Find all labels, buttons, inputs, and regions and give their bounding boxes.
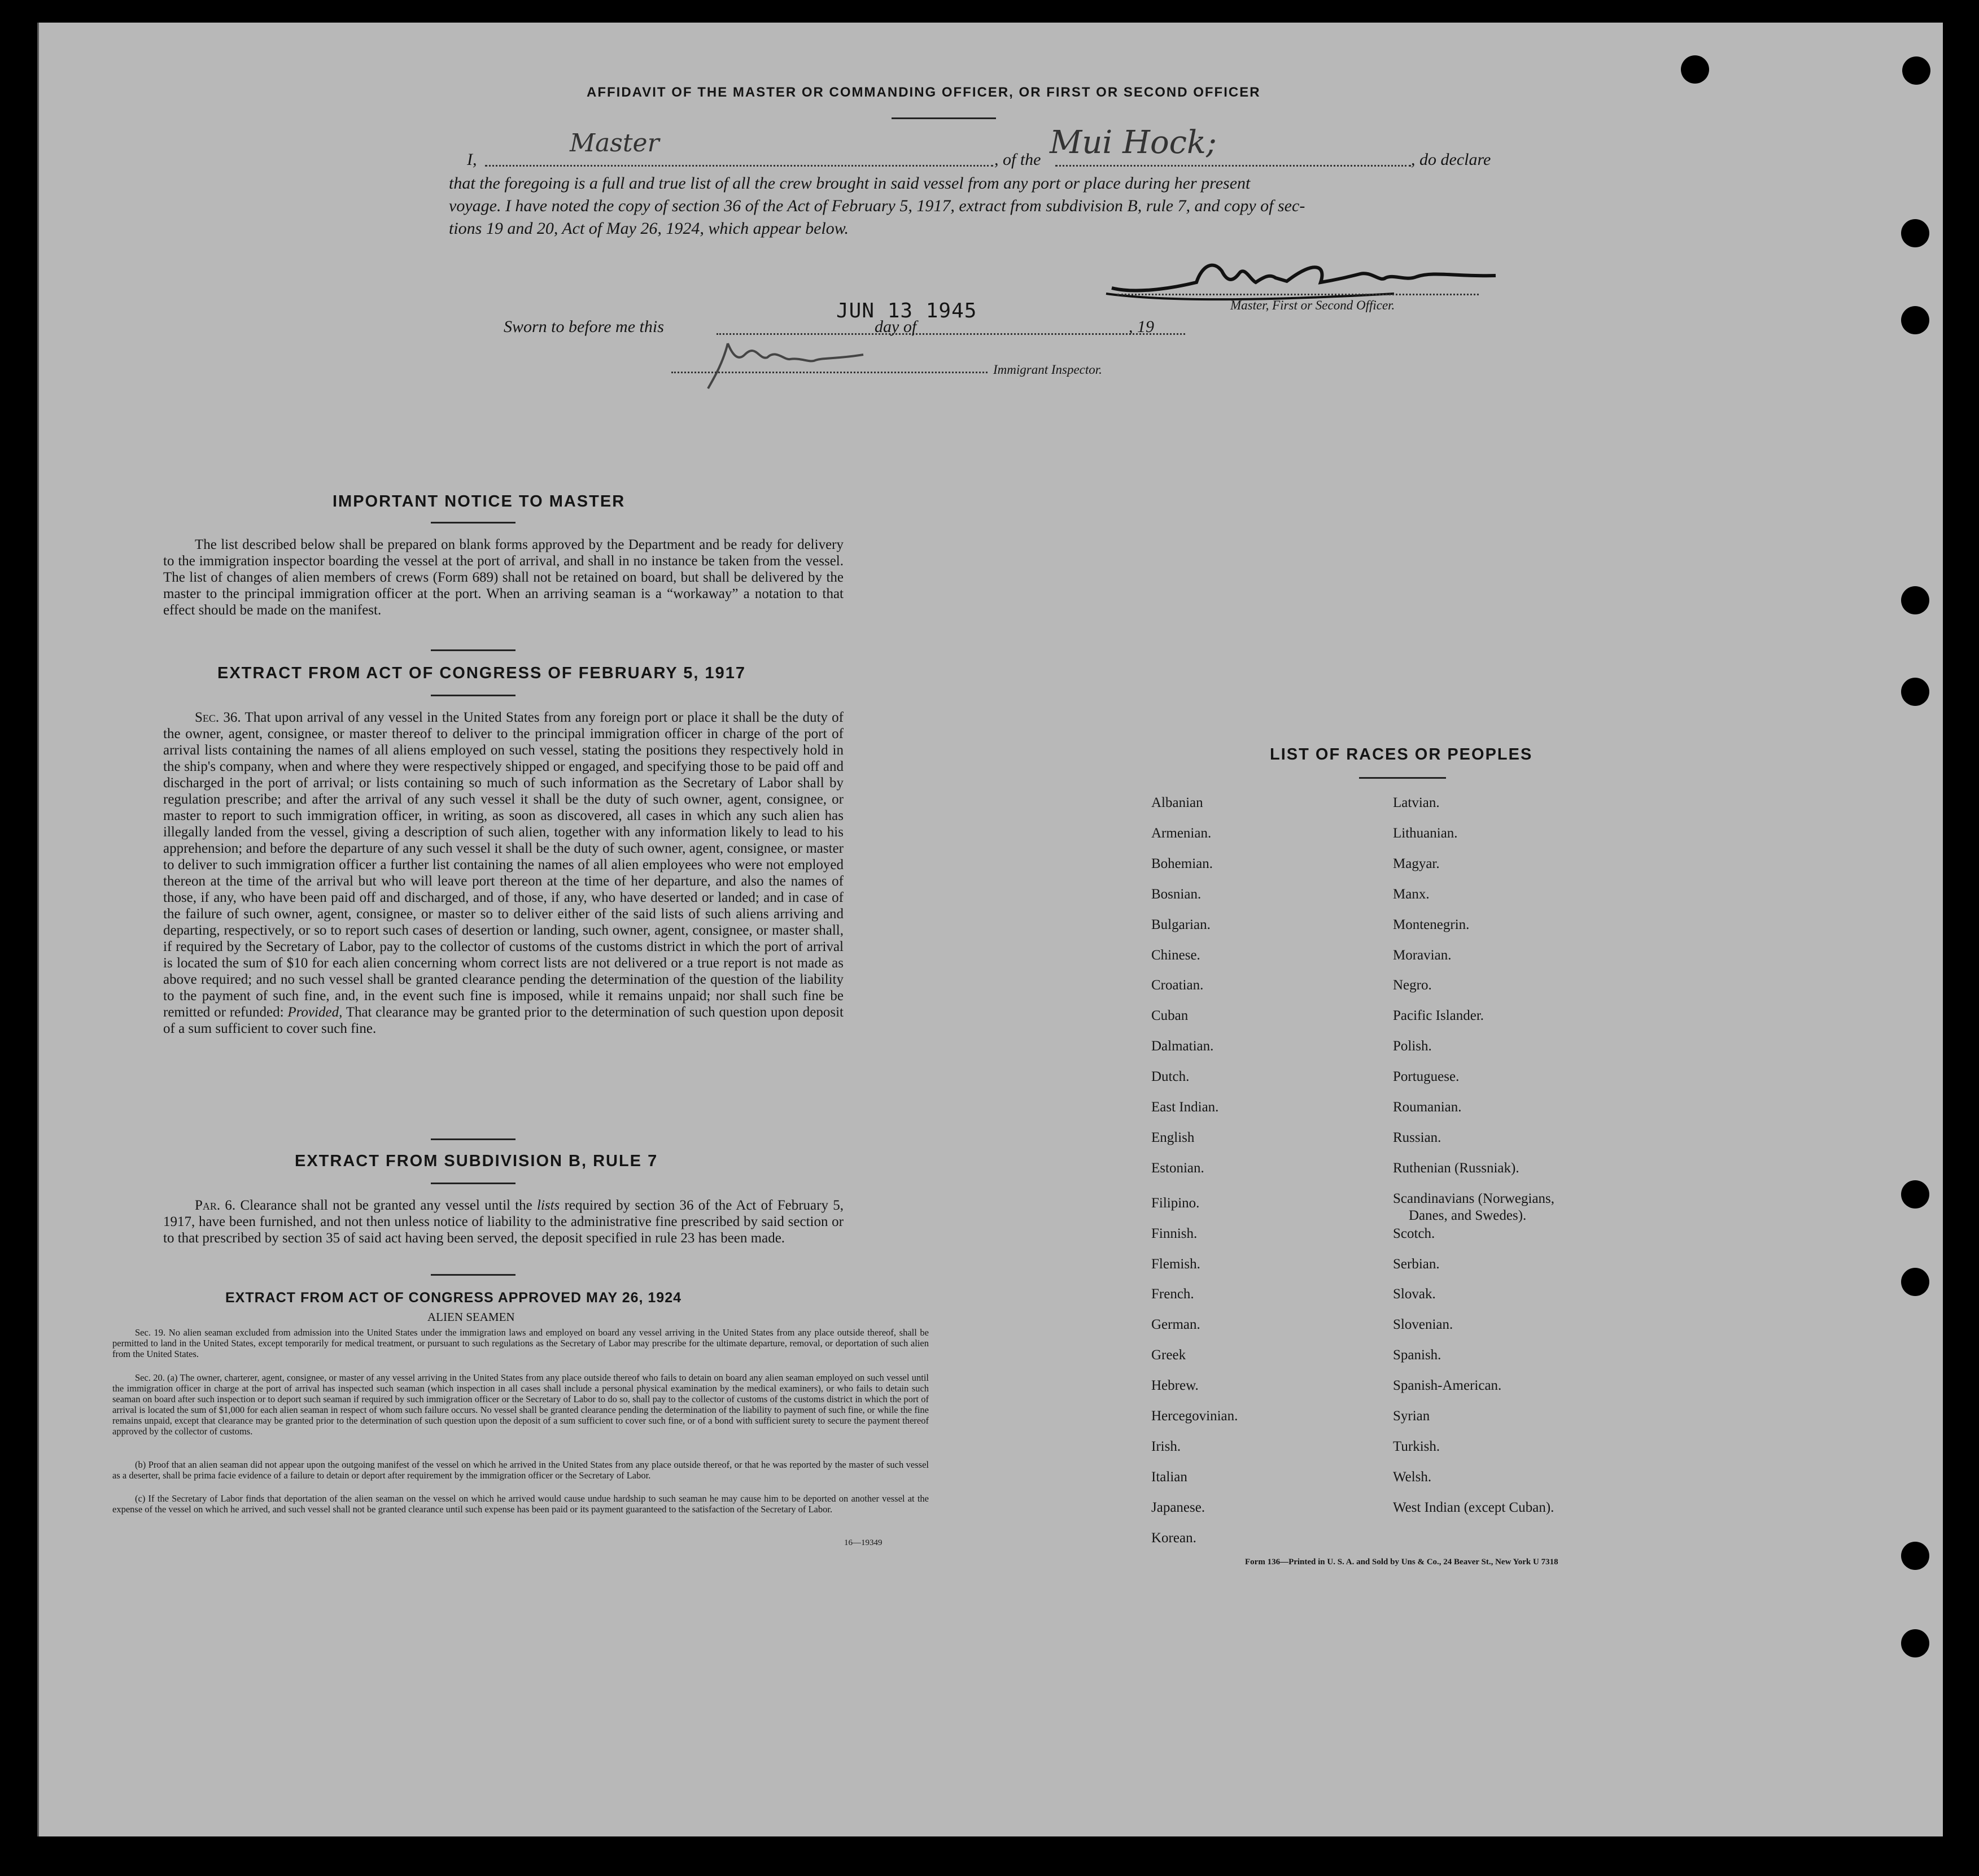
rule7-divider xyxy=(431,1274,515,1276)
rule7-rule xyxy=(431,1183,515,1184)
race-item: West Indian (except Cuban). xyxy=(1393,1499,1554,1515)
par-6-label: Par. 6. xyxy=(195,1198,236,1213)
race-item: Dutch. xyxy=(1151,1069,1190,1085)
notice-divider xyxy=(431,649,515,651)
race-item: Filipino. xyxy=(1151,1195,1200,1211)
notice-title: IMPORTANT NOTICE TO MASTER xyxy=(333,492,626,511)
race-item: Spanish. xyxy=(1393,1347,1441,1363)
race-item: Pacific Islander. xyxy=(1393,1008,1484,1024)
sec-20a-text: Sec. 20. (a) The owner, charterer, agent, consignee, or master of any vessel arriving in the United States from any place outside thereof who fails to detain on board any alien seaman employed on such vessel until the immigration officer in charge at the port of arrival has inspected such seaman (which inspection in all cases shall include a personal physical examination by the medical examiners), or who fails to detain such seaman on board after such inspection or to deport such seaman if required by such immigration officer or the Secretary of Labor to do so, shall pay to the collector of customs of the customs district in which the port of arrival is located the sum of $1,000 for each alien seaman in respect of whom such failure occurs. No vessel shall be granted clearance pending the determination of the liability to payment of such fine, or while the fine remains unpaid, except that clearance may be granted prior to the determination of such question upon the deposit of a sum sufficient to cover such fine, or of a bond with sufficient surety to secure the payment thereof approved by the collector of customs. xyxy=(112,1372,929,1437)
punch-hole xyxy=(1901,1180,1929,1209)
sworn-label: Sworn to before me this xyxy=(504,317,664,336)
punch-hole xyxy=(1902,56,1930,85)
race-item: Roumanian. xyxy=(1393,1100,1462,1115)
race-item: Bohemian. xyxy=(1151,856,1213,871)
race-item: Armenian. xyxy=(1151,825,1212,841)
inspector-line xyxy=(671,349,988,373)
punch-hole xyxy=(1681,55,1709,84)
race-item: Lithuanian. xyxy=(1393,825,1458,841)
race-item: Slovenian. xyxy=(1393,1317,1453,1333)
form-code: 16—19349 xyxy=(844,1538,883,1547)
signature-line xyxy=(1117,271,1479,295)
form-sheet xyxy=(37,23,1943,1836)
race-item: Syrian xyxy=(1393,1408,1430,1424)
notice-body: The list described below shall be prepared on blank forms approved by the Department and be ready for delivery to the immigration inspector boarding the vessel at the port of arrival, and shall in no instance be taken from the vessel. The list of changes of alien members of crews (Form 689) shall not be retained on board, but shall be delivered by the master to the principal immigration officer at the port. When an arriving seaman is a “workaway” a notation to that effect should be made on the manifest. xyxy=(163,537,844,618)
extract-1917-divider xyxy=(431,1138,515,1140)
race-item: Dalmatian. xyxy=(1151,1039,1214,1054)
race-item: Danes, and Swedes). xyxy=(1409,1207,1527,1223)
date-stamp: JUN 13 1945 xyxy=(836,299,977,322)
extract-1917-title: EXTRACT FROM ACT OF CONGRESS OF FEBRUARY 5, 1917 xyxy=(217,664,746,682)
race-item: East Indian. xyxy=(1151,1100,1219,1115)
inspector-caption: Immigrant Inspector. xyxy=(993,363,1102,377)
race-item: Negro. xyxy=(1393,978,1432,993)
race-item: Chinese. xyxy=(1151,947,1200,963)
race-item: Croatian. xyxy=(1151,978,1204,993)
rule7-title: EXTRACT FROM SUBDIVISION B, RULE 7 xyxy=(295,1152,658,1170)
sec-19-text: Sec. 19. No alien seaman excluded from admission into the United States under the immigration laws and employed on board any vessel arriving in the United States from any place outside thereof, shall be permitted to land in the United States, except temporarily for medical treatment, or pursuant to such regulations as the Secretary of Labor may prescribe for the ultimate departure, removal, or deportation of such alien from the United States. xyxy=(112,1327,929,1359)
i-line xyxy=(485,142,993,167)
rank-handwritten: Master xyxy=(570,129,659,158)
sec-36-text: That upon arrival of any vessel in the United States from any foreign port or place it shall be the duty of the owner, agent, consignee, or master thereof to deliver to the principal immigration officer in charge of the port of arrival lists containing the names of all aliens employed on such vessel, stating the positions they respectively hold in the ship's company, when and where they were respectively shipped or engaged, and specifying those to be paid off and discharged in the port of arrival; or lists containing so much of such information as the Secretary of Labor shall by regulation prescribe; and after the arrival of any such vessel it shall be the duty of such owner, agent, consignee, or master to report to such immigration officer, in writing, as soon as discovered, all cases in which any such alien has illegally landed from the vessel, giving a description of such alien, together with any information likely to lead to his apprehension; and before the departure of any such vessel it shall be the duty of such owner, agent, consignee, or master to deliver to such immigration officer a further list containing the names of all alien employees who were not employed thereon at the time of the arrival but who will leave port thereon at the time of her departure, and also the names of those, if any, who have been paid off and discharged, and of those, if any, who have deserted or landed; and in case of the failure of such owner, agent, consignee, or master so to deliver either of the said lists of such aliens arriving and departing, respectively, or so to report such cases of desertion or landing, such owner, agent, consignee, or master shall, if required by the Secretary of Labor, pay to the collector of customs of the customs district in which the port of arrival is located the sum of $10 for each alien concerning whom correct lists are not delivered or a true report is not made as above required; and no such vessel shall be granted clearance pending the determination of the question of the liability to the payment of such fine, and, in the event such fine is imposed, while it remains unpaid; nor shall such fine be remitted or refunded: xyxy=(163,710,844,1020)
title-rule xyxy=(892,117,996,119)
rule7-body xyxy=(163,1197,844,1246)
race-item: Montenegrin. xyxy=(1393,917,1470,932)
sec-20c-text: (c) If the Secretary of Labor finds that deportation of the alien seaman on the vessel on which he arrived would cause undue hardship to such seaman he may cause him to be deported on another vessel at the expense of the vessel on which he arrived, and such vessel shall not be granted clearance until such expense has been paid or its payment guaranteed to the satisfaction of the Secretary of Labor. xyxy=(112,1493,929,1515)
provided-label: Provided, xyxy=(287,1005,343,1020)
affidavit-line-2: that the foregoing is a full and true list of all the crew brought in said vessel from any port or place during her present xyxy=(449,174,1251,193)
race-item: Greek xyxy=(1151,1347,1186,1363)
race-item: Bulgarian. xyxy=(1151,917,1211,932)
extract-1917-rule xyxy=(431,695,515,696)
race-item: English xyxy=(1151,1129,1195,1145)
punch-hole xyxy=(1901,1629,1929,1657)
signature-caption: Master, First or Second Officer. xyxy=(1230,298,1395,312)
race-item: Spanish-American. xyxy=(1393,1378,1502,1394)
punch-hole xyxy=(1901,586,1929,614)
sec-20b-text: (b) Proof that an alien seaman did not appear upon the outgoing manifest of the vessel on which he arrived in the United States from any place outside thereof, or that he was reported by the master of such vessel as a deserter, shall be prima facie evidence of a failure to detain or deport after requirement by the immigration officer or the Secretary of Labor. xyxy=(112,1459,929,1481)
race-item: Portuguese. xyxy=(1393,1069,1460,1085)
of-the-label: , of the xyxy=(994,150,1041,169)
race-item: Turkish. xyxy=(1393,1438,1440,1454)
punch-hole xyxy=(1901,1268,1929,1296)
year-label: , 19 xyxy=(1129,317,1154,336)
affidavit-line-3: voyage. I have noted the copy of section 36 of the Act of February 5, 1917, extract from subdivision B, rule 7, and copy of sec- xyxy=(449,197,1305,215)
notice-rule xyxy=(431,522,515,523)
race-item: French. xyxy=(1151,1286,1194,1302)
declare-label: , do declare xyxy=(1411,150,1491,169)
rule7-text-a: Clearance shall not be granted any vessel until the xyxy=(240,1198,532,1213)
race-item: Moravian. xyxy=(1393,947,1452,963)
race-item: Latvian. xyxy=(1393,795,1440,810)
race-item: Scotch. xyxy=(1393,1225,1435,1241)
race-item: Flemish. xyxy=(1151,1256,1200,1272)
race-item: Ruthenian (Russniak). xyxy=(1393,1160,1519,1176)
race-item: Russian. xyxy=(1393,1129,1441,1145)
race-item: Hebrew. xyxy=(1151,1378,1199,1394)
race-item: Korean. xyxy=(1151,1530,1196,1546)
race-item: Japanese. xyxy=(1151,1499,1205,1515)
extract-1917-body xyxy=(163,709,844,1037)
race-item: Finnish. xyxy=(1151,1225,1198,1241)
punch-hole xyxy=(1901,219,1929,247)
race-item: Welsh. xyxy=(1393,1469,1432,1485)
race-item: Manx. xyxy=(1393,886,1430,902)
race-item: Italian xyxy=(1151,1469,1187,1485)
affidavit-title: AFFIDAVIT OF THE MASTER OR COMMANDING OFFICER, OR FIRST OR SECOND OFFICER xyxy=(587,85,1261,100)
race-item: Bosnian. xyxy=(1151,886,1202,902)
alien-seamen-subtitle: ALIEN SEAMEN xyxy=(427,1310,515,1324)
printer-footer: Form 136—Printed in U. S. A. and Sold by Uns & Co., 24 Beaver St., New York U 7318 xyxy=(1245,1557,1558,1567)
punch-hole xyxy=(1901,678,1929,706)
punch-hole xyxy=(1901,1542,1929,1570)
vessel-name-handwritten: Mui Hock; xyxy=(1050,124,1217,161)
lists-word: lists xyxy=(537,1198,560,1213)
race-item: Hercegovinian. xyxy=(1151,1408,1238,1424)
races-rule xyxy=(1359,777,1446,779)
race-item: Magyar. xyxy=(1393,856,1440,871)
day-of-label: day of xyxy=(875,317,917,336)
race-item: Serbian. xyxy=(1393,1256,1440,1272)
race-item: Slovak. xyxy=(1393,1286,1436,1302)
race-item: Scandinavians (Norwegians, xyxy=(1393,1190,1555,1206)
rule7-text-b: required by section 36 of the Act of February 5, 1917, have been furnished, and not then unless notice of liability to the administrative fine prescribed by said section or to that prescribed by section 35 of said act having been served, the deposit specified in rule 23 has been made. xyxy=(163,1198,844,1246)
affidavit-line-4: tions 19 and 20, Act of May 26, 1924, which appear below. xyxy=(449,219,849,238)
race-item: Polish. xyxy=(1393,1039,1432,1054)
i-label: I, xyxy=(467,150,477,169)
sec-36-label: Sec. 36. xyxy=(195,710,241,725)
race-item: German. xyxy=(1151,1317,1200,1333)
race-item: Estonian. xyxy=(1151,1160,1204,1176)
provided-text: That clearance may be granted prior to the determination of such question upon deposit of a sum sufficient to cover such fine. xyxy=(163,1005,844,1036)
race-item: Albanian xyxy=(1151,795,1203,810)
race-item: Irish. xyxy=(1151,1438,1181,1454)
punch-hole xyxy=(1901,306,1929,334)
races-title: LIST OF RACES OR PEOPLES xyxy=(1270,745,1533,764)
race-item: Cuban xyxy=(1151,1008,1189,1024)
extract-1924-title: EXTRACT FROM ACT OF CONGRESS APPROVED MAY 26, 1924 xyxy=(225,1290,682,1306)
